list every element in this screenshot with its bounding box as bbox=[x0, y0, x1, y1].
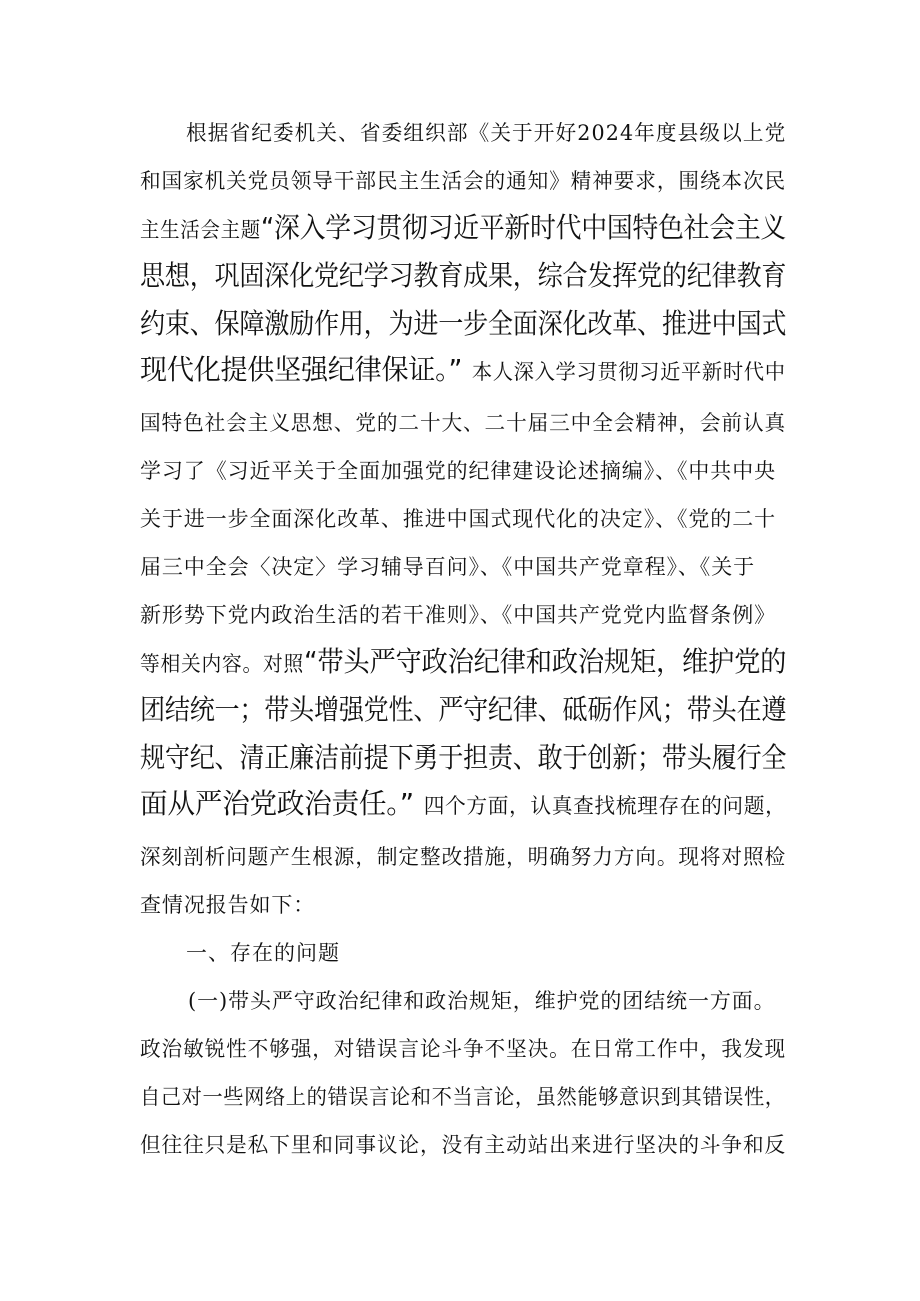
paragraph-line bbox=[140, 642, 786, 682]
paragraph-text: 本人深入学习贯彻习近平新时代中 bbox=[471, 360, 786, 384]
quoted-theme: 现代化提供坚强纪律保证。” bbox=[140, 353, 463, 386]
quoted-theme-line: 思想，巩固深化党纪学习教育成果，综合发挥党的纪律教育 bbox=[140, 259, 787, 292]
paragraph-line: 和国家机关党员领导干部民主生活会的通知》精神要求，围绕本次民 bbox=[140, 169, 787, 193]
section-heading: 一、存在的问题 bbox=[186, 941, 340, 965]
quoted-requirements-line: 规守纪、清正廉洁前提下勇于担责、敢于创新；带头履行全 bbox=[140, 741, 787, 774]
quoted-requirements: 面从严治党政治责任。” bbox=[140, 787, 414, 820]
paragraph-line bbox=[140, 208, 786, 248]
paragraph-line: 新形势下党内政治生活的若干准则》、《中国共产党党内监督条例》 bbox=[140, 603, 776, 627]
paragraph-line: 学习了《习近平关于全面加强党的纪律建设论述摘编》、《中共中央 bbox=[140, 459, 776, 483]
paragraph-line: 深刻剖析问题产生根源，制定整改措施，明确努力方向。现将对照检 bbox=[140, 845, 787, 869]
paragraph-line: 政治敏锐性不够强，对错误言论斗争不坚决。在日常工作中，我发现 bbox=[140, 1037, 787, 1061]
paragraph-line: 国特色社会主义思想、党的二十大、二十届三中全会精神，会前认真 bbox=[140, 411, 787, 435]
paragraph-text: 主生活会主题 bbox=[140, 218, 261, 242]
paragraph-line: 根据省纪委机关、省委组织部《关于开好2024年度县级以上党 bbox=[186, 121, 787, 145]
quoted-theme-line: 约束、保障激励作用，为进一步全面深化改革、推进中国式 bbox=[140, 307, 787, 340]
subsection-heading: (一)带头严守政治纪律和政治规矩，维护党的团结统一方面。 bbox=[188, 989, 776, 1013]
paragraph-text: 等相关内容。对照 bbox=[140, 652, 304, 676]
paragraph-text: 四个方面，认真查找梳理存在的问题， bbox=[423, 794, 787, 818]
paragraph-line bbox=[140, 784, 786, 824]
paragraph-line: 但往往只是私下里和同事议论，没有主动站出来进行坚决的斗争和反 bbox=[140, 1133, 787, 1157]
paragraph-line: 查情况报告如下： bbox=[140, 893, 316, 917]
quoted-requirements-line: 团结统一；带头增强党性、严守纪律、砥砺作风；带头在遵 bbox=[140, 693, 787, 726]
paragraph-line: 届三中全会〈决定〉学习辅导百问》、《中国共产党章程》、《关于 bbox=[140, 555, 755, 579]
paragraph-line: 自己对一些网络上的错误言论和不当言论，虽然能够意识到其错误性， bbox=[140, 1085, 786, 1109]
quoted-requirements: “带头严守政治纪律和政治规矩，维护党的 bbox=[303, 645, 787, 678]
paragraph-line: 关于进一步全面深化改革、推进中国式现代化的决定》、《党的二十 bbox=[140, 507, 776, 531]
paragraph-line bbox=[140, 350, 786, 390]
quoted-theme: “深入学习贯彻习近平新时代中国特色社会主义 bbox=[260, 211, 787, 244]
